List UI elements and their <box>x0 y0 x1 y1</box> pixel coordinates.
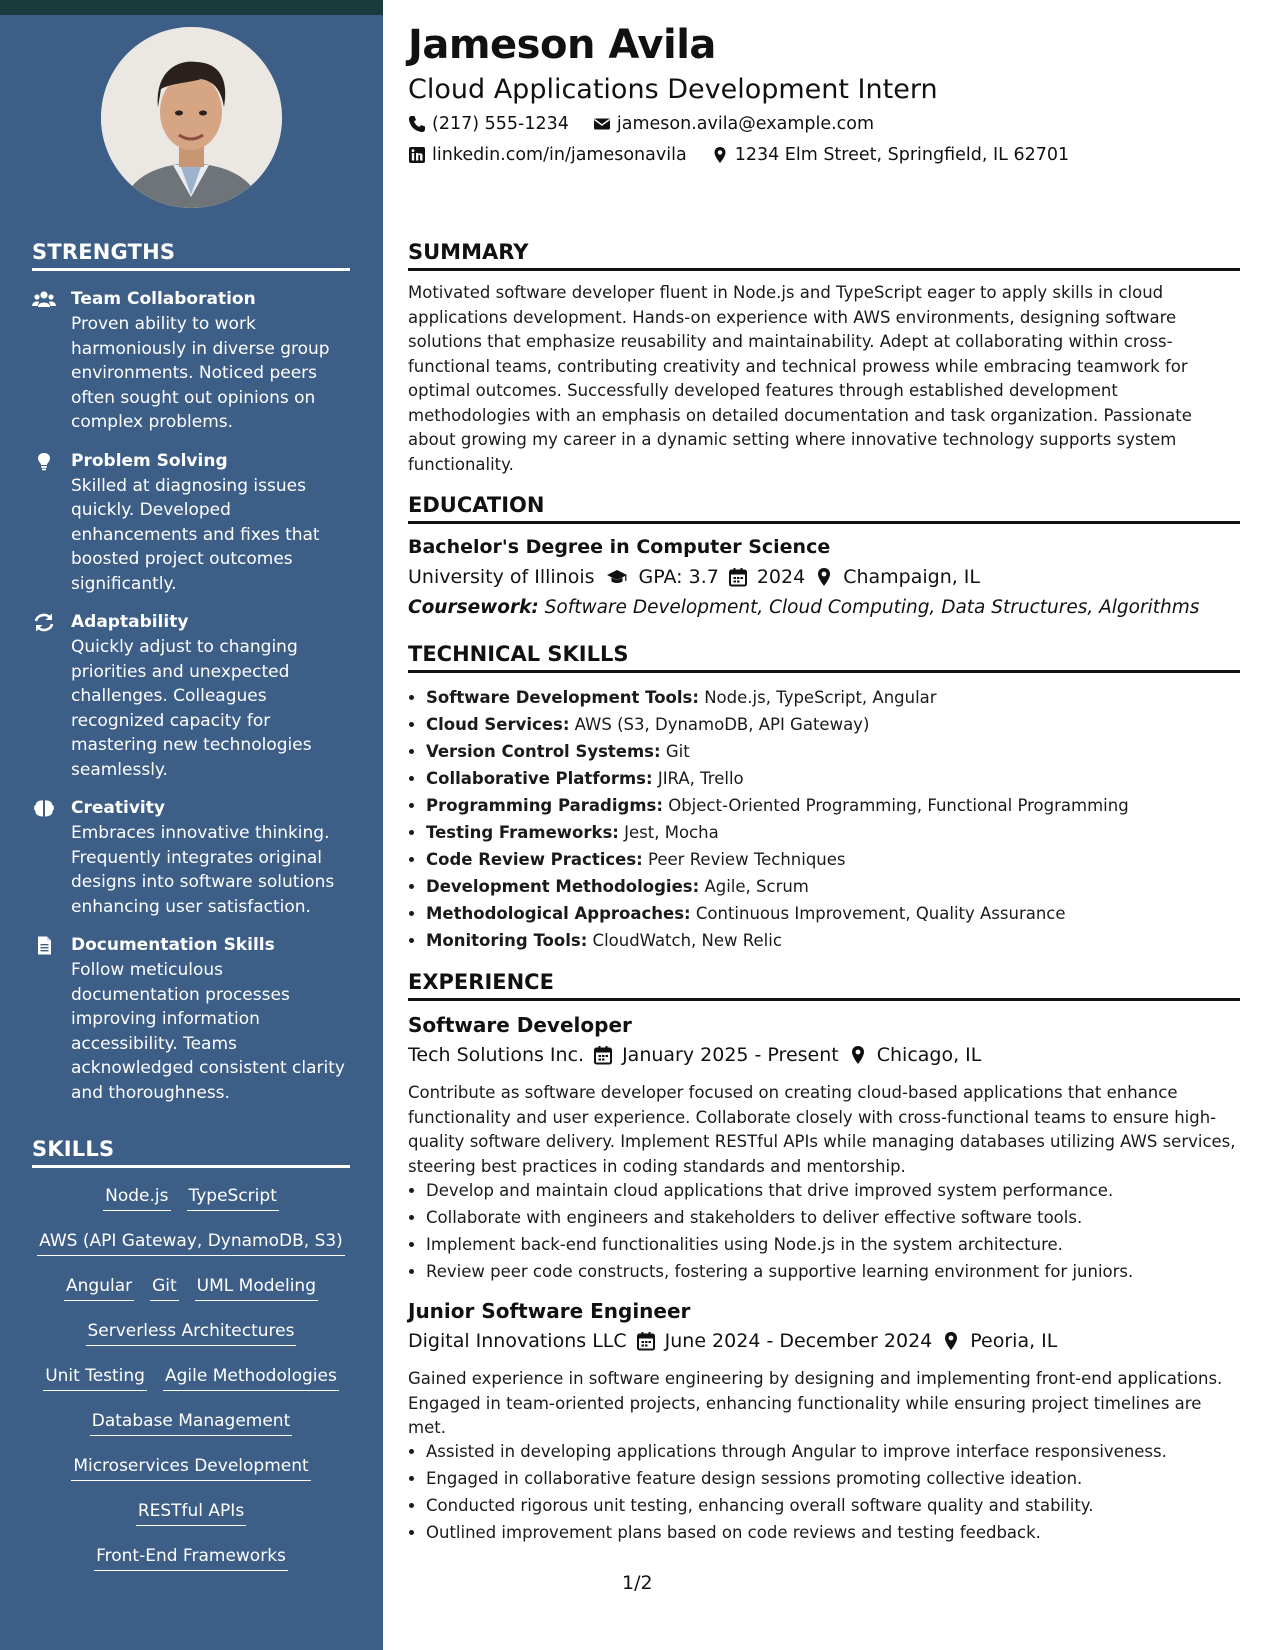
skill-label: Methodological Approaches: <box>426 904 691 923</box>
skill-row <box>32 1274 350 1319</box>
list-item <box>426 738 1258 765</box>
strength-item <box>32 449 350 597</box>
list-item <box>426 765 1258 792</box>
skill-value: JIRA, Trello <box>657 769 744 788</box>
strengths-list <box>32 287 350 1119</box>
strength-item <box>32 610 350 782</box>
job-bullets <box>408 1177 1258 1285</box>
candidate-name: Jameson Avila <box>408 22 716 68</box>
phone-number: (217) 555-1234 <box>432 114 569 134</box>
location-icon <box>814 567 834 587</box>
skill-chip: AWS (API Gateway, DynamoDB, S3) <box>37 1229 345 1256</box>
location-icon <box>941 1331 961 1351</box>
sidebar <box>0 0 383 1650</box>
list-item <box>426 927 1258 954</box>
contact-row <box>408 145 1069 165</box>
skill-chip: RESTful APIs <box>136 1499 246 1526</box>
skill-chip: Microservices Development <box>71 1454 310 1481</box>
skill-label: Testing Frameworks: <box>426 823 619 842</box>
summary-heading: SUMMARY <box>408 240 1240 271</box>
job-summary: Contribute as software developer focused on creating cloud-based applications that enhance functionality and user experience. Collaborate closely with cross-functional teams to ensure high-quality software delivery. Implement RESTful APIs while managing databases utilizing AWS services, steering best practices in coding standards and mentorship. <box>408 1083 1236 1176</box>
strength-description: Proven ability to work harmoniously in diverse group environments. Noticed peers often sought out opinions on complex problems. <box>71 314 330 432</box>
skill-label: Programming Paradigms: <box>426 796 663 815</box>
skill-chip: Database Management <box>90 1409 293 1436</box>
sidebar-top-bar <box>0 0 383 15</box>
list-item <box>426 711 1258 738</box>
list-item <box>426 846 1258 873</box>
list-item: • Collaborate with engineers and stakeholders to deliver effective software tools. <box>426 1204 1258 1231</box>
address: 1234 Elm Street, Springfield, IL 62701 <box>734 145 1070 165</box>
strength-title: Adaptability <box>71 612 189 632</box>
skill-value: Agile, Scrum <box>704 877 809 896</box>
school-name: University of Illinois <box>408 566 595 588</box>
skill-label: Cloud Services: <box>426 715 570 734</box>
calendar-icon <box>636 1331 656 1351</box>
technical-skills-heading: TECHNICAL SKILLS <box>408 642 1240 673</box>
skill-value: Git <box>665 742 690 761</box>
skills-heading: SKILLS <box>32 1137 350 1168</box>
skill-row <box>32 1229 350 1274</box>
users-icon <box>32 290 56 309</box>
page-number: 1/2 <box>622 1572 653 1594</box>
list-item: • Implement back-end functionalities using Node.js in the system architecture. <box>426 1231 1258 1258</box>
linkedin-link[interactable]: linkedin.com/in/jamesonavila <box>432 145 687 165</box>
list-item <box>426 792 1258 819</box>
skill-label: Code Review Practices: <box>426 850 643 869</box>
strength-title: Problem Solving <box>71 450 228 471</box>
list-item <box>426 684 1258 711</box>
degree-title: Bachelor's Degree in Computer Science <box>408 536 831 558</box>
skill-chip: Git <box>150 1274 179 1301</box>
skill-label: Software Development Tools: <box>426 688 699 707</box>
calendar-icon <box>728 567 748 587</box>
graduation-cap-icon <box>604 567 630 587</box>
skill-chip: Angular <box>64 1274 134 1301</box>
skill-value: AWS (S3, DynamoDB, API Gateway) <box>574 715 870 734</box>
skill-label: Version Control Systems: <box>426 742 661 761</box>
job-title: Junior Software Engineer <box>408 1299 691 1323</box>
list-item: • Engaged in collaborative feature design sessions promoting collective ideation. <box>426 1465 1258 1492</box>
document-icon <box>32 936 56 955</box>
list-item <box>426 873 1258 900</box>
skill-row <box>32 1454 350 1499</box>
skill-value: Jest, Mocha <box>624 823 719 842</box>
experience-heading: EXPERIENCE <box>408 970 1240 1001</box>
skill-row <box>32 1409 350 1454</box>
job-location: Chicago, IL <box>876 1044 982 1066</box>
company-name: Digital Innovations LLC <box>408 1330 627 1352</box>
list-item <box>426 900 1258 927</box>
strength-title: Creativity <box>71 798 165 818</box>
coursework <box>408 597 1199 618</box>
coursework-list: Software Development, Cloud Computing, Data Structures, Algorithms <box>544 597 1200 618</box>
skill-chip: Node.js <box>103 1184 170 1211</box>
job-summary: Gained experience in software engineering by designing and implementing front-end applications. Engaged in team-oriented projects, enhancing functionality while ensuring project timelines are met. <box>408 1369 1223 1437</box>
skill-chip: Serverless Architectures <box>86 1319 297 1346</box>
strengths-heading: STRENGTHS <box>32 240 350 271</box>
job-dates: June 2024 - December 2024 <box>664 1330 933 1352</box>
avatar <box>101 27 282 208</box>
strength-description: Skilled at diagnosing issues quickly. Developed enhancements and fixes that boosted project outcomes significantly. <box>71 475 320 594</box>
strength-description: Quickly adjust to changing priorities and unexpected challenges. Colleagues recognized capacity for mastering new technologies seamlessly. <box>71 637 312 780</box>
list-item: • Conducted rigorous unit testing, enhancing overall software quality and stability. <box>426 1492 1258 1519</box>
job-dates: January 2025 - Present <box>622 1044 839 1066</box>
skill-chip: Unit Testing <box>43 1364 147 1391</box>
skills-list <box>32 1184 350 1589</box>
list-item <box>426 819 1258 846</box>
skill-chip: UML Modeling <box>195 1274 318 1301</box>
email-link[interactable]: jameson.avila@example.com <box>616 114 875 134</box>
education-meta <box>408 566 980 588</box>
skill-label: Monitoring Tools: <box>426 931 588 950</box>
graduation-year: 2024 <box>756 566 806 588</box>
strength-item <box>32 933 350 1105</box>
linkedin-icon <box>408 146 426 164</box>
candidate-role: Cloud Applications Development Intern <box>408 74 938 105</box>
education-heading: EDUCATION <box>408 493 1240 524</box>
skill-value: Peer Review Techniques <box>648 850 846 869</box>
brain-icon <box>32 799 56 818</box>
job-location: Peoria, IL <box>970 1330 1058 1352</box>
coursework-label: Coursework: <box>408 597 539 618</box>
lightbulb-icon <box>32 452 56 471</box>
list-item: • Outlined improvement plans based on code reviews and testing feedback. <box>426 1519 1258 1546</box>
strength-title: Team Collaboration <box>71 289 256 309</box>
skill-label: Development Methodologies: <box>426 877 700 896</box>
skill-row <box>32 1184 350 1229</box>
skill-row <box>32 1319 350 1364</box>
job-bullets <box>408 1438 1258 1546</box>
technical-skills-list <box>408 684 1258 954</box>
location-icon <box>848 1045 868 1065</box>
gpa: GPA: 3.7 <box>638 566 719 588</box>
skill-value: Node.js, TypeScript, Angular <box>704 688 937 707</box>
email-icon <box>593 115 611 133</box>
skill-value: Continuous Improvement, Quality Assurance <box>695 904 1066 923</box>
skill-chip: TypeScript <box>187 1184 279 1211</box>
job-meta <box>408 1330 1057 1352</box>
list-item: • Develop and maintain cloud applications that drive improved system performance. <box>426 1177 1258 1204</box>
skill-value: CloudWatch, New Relic <box>592 931 782 950</box>
phone-icon <box>408 115 426 133</box>
summary-text: Motivated software developer fluent in Node.js and TypeScript eager to apply skills in cloud applications development. Hands-on experience with AWS environments, designing software solutions that emphasize reusability and maintainability. Adept at collaborating within cross-functional teams, contributing creativity and technical prowess while embracing teamwork for optimal outcomes. Successfully developed features through established development methodologies with an emphasis on detailed documentation and task organization. Passionate about growing my career in a dynamic setting where innovative technology supports system functionality. <box>408 283 1192 474</box>
strength-item <box>32 796 350 919</box>
skill-row <box>32 1364 350 1409</box>
calendar-icon <box>593 1045 613 1065</box>
sync-icon <box>32 613 56 632</box>
school-location: Champaign, IL <box>843 566 981 588</box>
strength-title: Documentation Skills <box>71 935 275 955</box>
job-title: Software Developer <box>408 1013 632 1037</box>
strength-description: Embraces innovative thinking. Frequently integrates original designs into software solutions enhancing user satisfaction. <box>71 823 335 917</box>
skill-row <box>32 1499 350 1544</box>
list-item: • Review peer code constructs, fostering a supportive learning environment for juniors. <box>426 1258 1258 1285</box>
company-name: Tech Solutions Inc. <box>408 1044 585 1066</box>
list-item: • Assisted in developing applications through Angular to improve interface responsiveness. <box>426 1438 1258 1465</box>
strength-item <box>32 287 350 435</box>
skill-label: Collaborative Platforms: <box>426 769 653 788</box>
contact-row <box>408 114 874 134</box>
job-meta <box>408 1044 981 1066</box>
skill-value: Object-Oriented Programming, Functional Programming <box>668 796 1129 815</box>
skill-row <box>32 1544 350 1589</box>
skill-chip: Agile Methodologies <box>163 1364 339 1391</box>
skill-chip: Front-End Frameworks <box>94 1544 288 1571</box>
location-icon <box>711 146 729 164</box>
profile-photo <box>101 27 282 208</box>
strength-description: Follow meticulous documentation processes improving information accessibility. Teams acknowledged consistent clarity and thoroughness. <box>71 960 345 1103</box>
